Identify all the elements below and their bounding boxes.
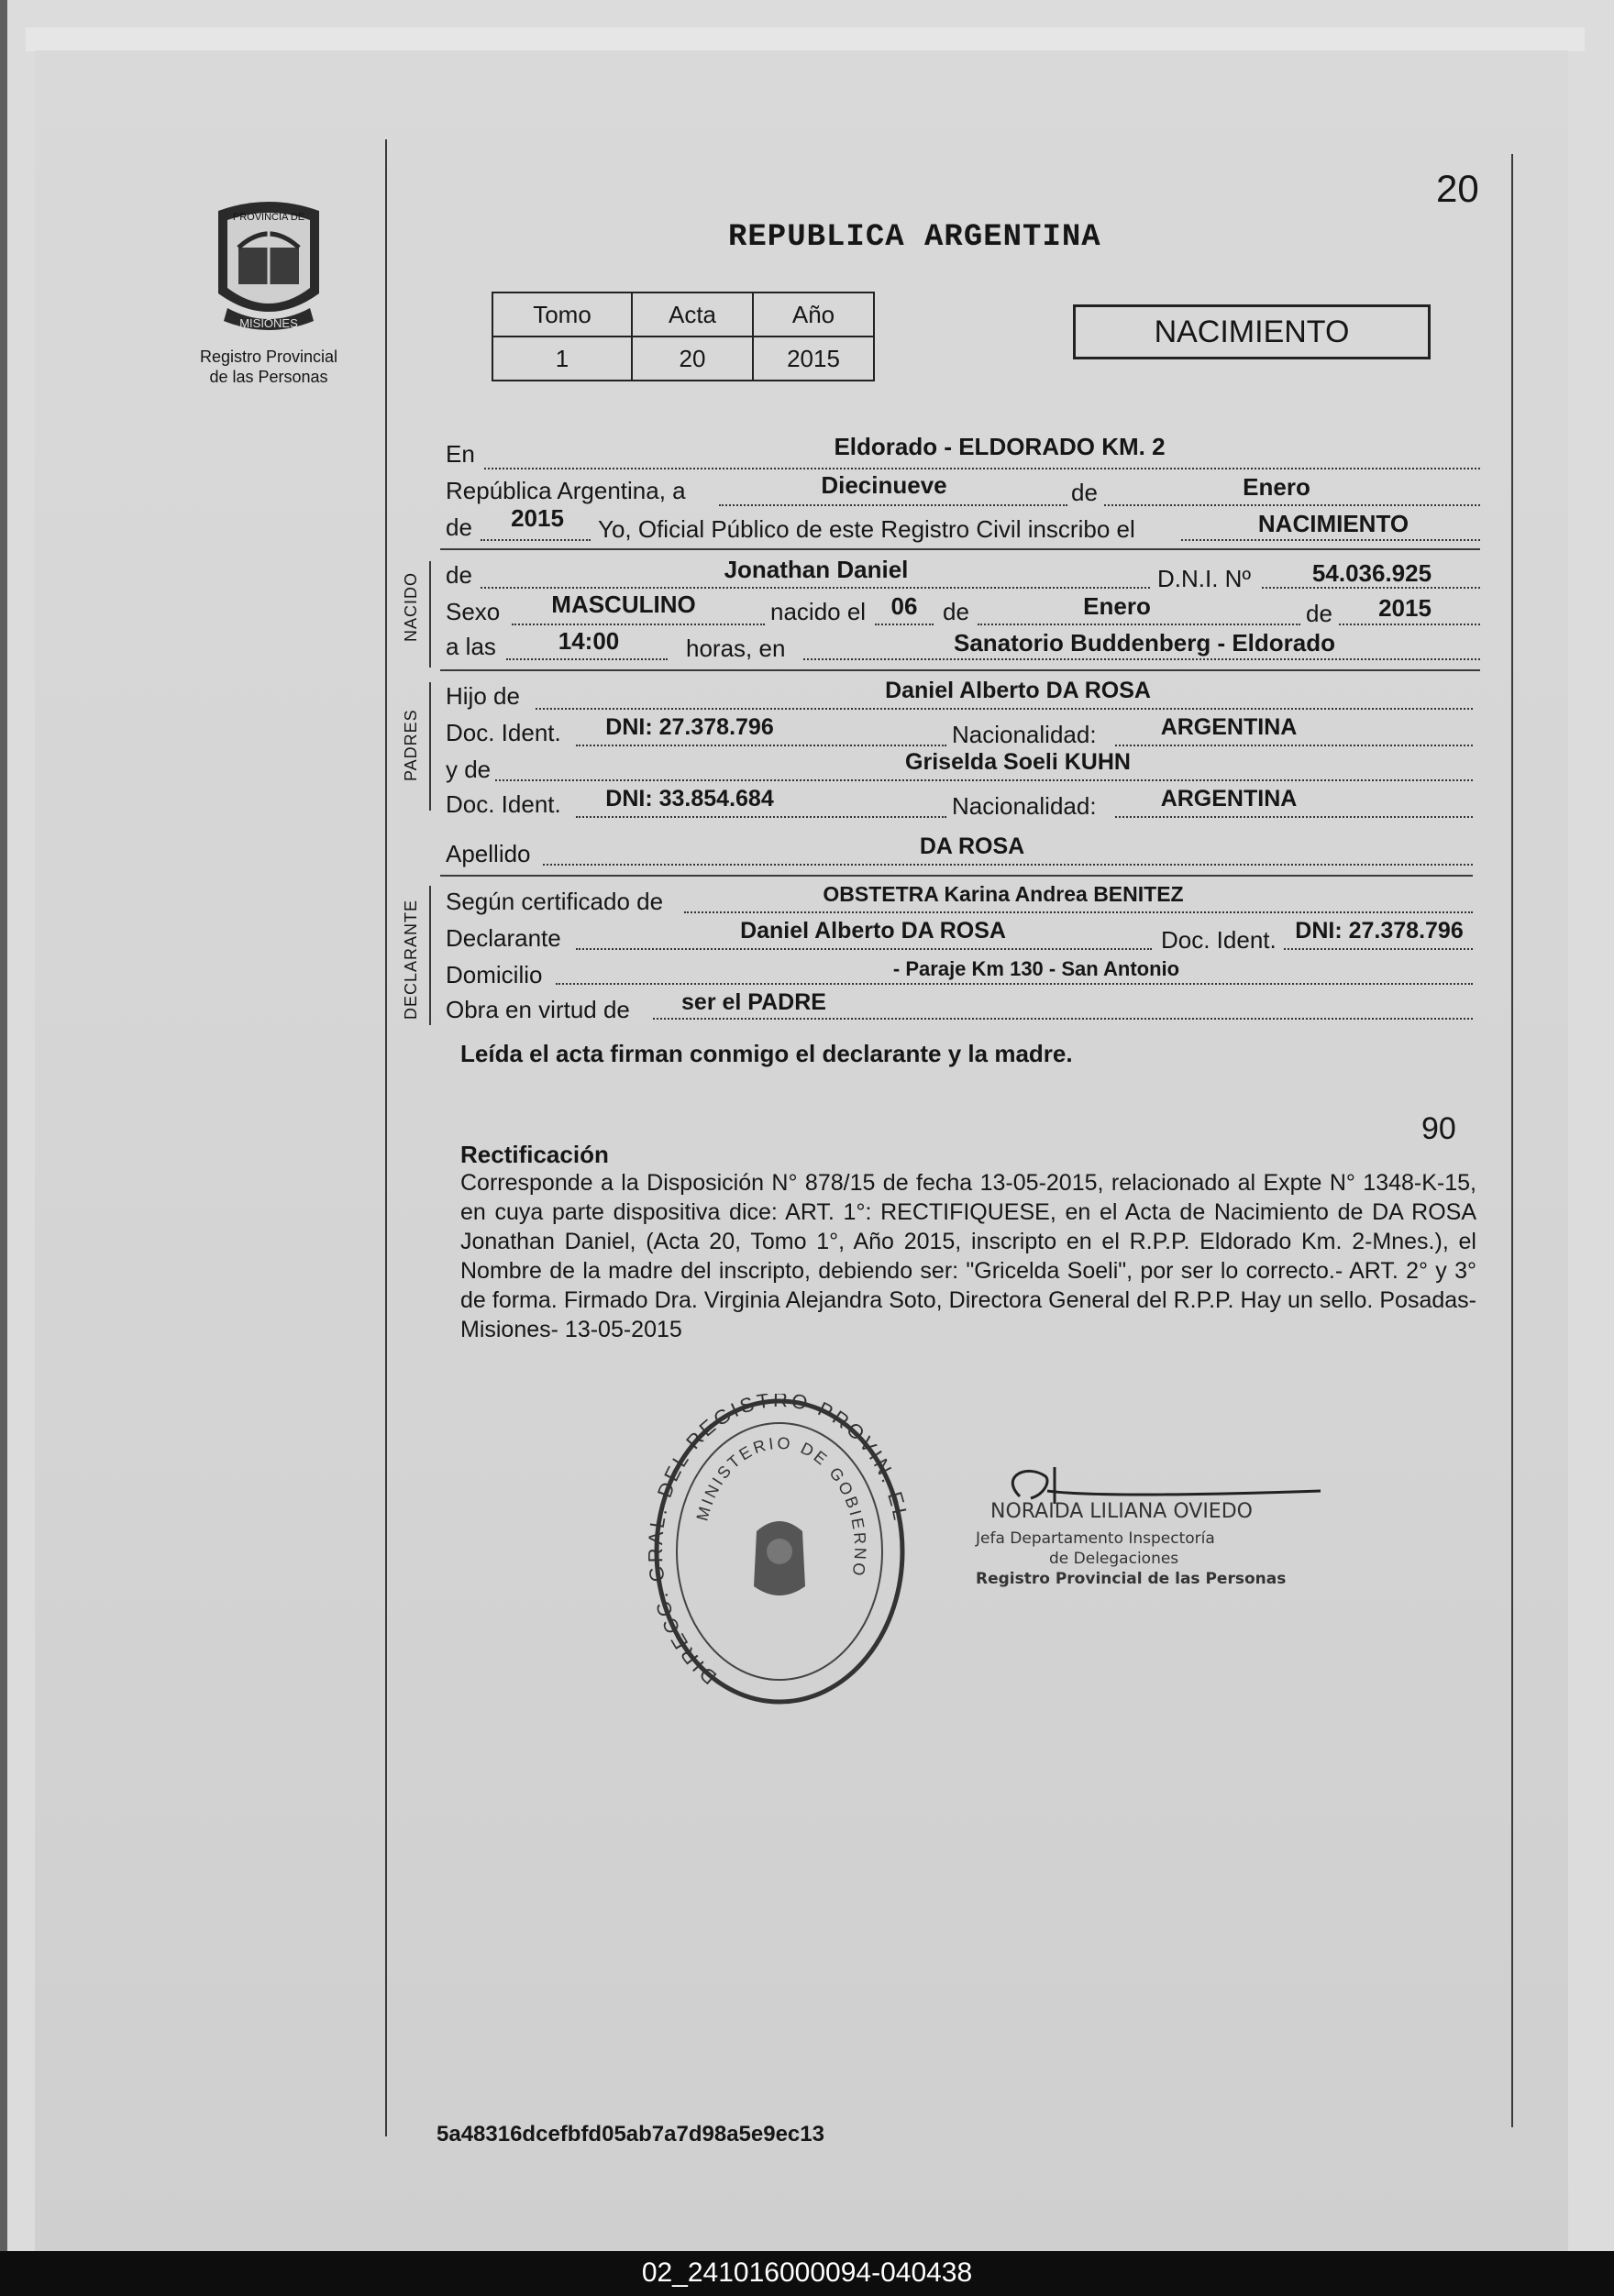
inscripcion-value: NACIMIENTO [1257,510,1409,537]
madre-doc-value: DNI: 33.854.684 [605,786,774,811]
value-tomo: 1 [492,337,632,381]
value-anio: 2015 [753,337,874,381]
stamp-outer-text: DIRECC. GRAL. DEL REGISTRO PROVIN. EL [643,1394,913,1689]
dotted-line [1115,816,1473,818]
dotted-line [1115,745,1473,746]
cierre-text: Leída el acta firman conmigo el declarante y la madre. [460,1040,1073,1067]
dotted-line [1104,504,1480,506]
dotted-line [978,624,1300,625]
certificado-label: Según certificado de [446,888,664,915]
obra-value: ser el PADRE [681,989,826,1015]
section-divider [440,669,1480,671]
left-margin-line [385,139,387,2136]
dia-value: Diecinueve [821,471,947,499]
domicilio-label: Domicilio [446,961,543,988]
de-label: de [1071,479,1098,506]
hijo-de-label: Hijo de [446,682,520,710]
record-type-box: NACIMIENTO [1073,304,1431,359]
en-label: En [446,440,475,468]
obra-label: Obra en virtud de [446,996,630,1023]
dotted-line [536,708,1473,710]
dotted-line [576,745,946,746]
dotted-line [1284,948,1473,950]
dotted-line [653,1018,1473,1020]
value-acta: 20 [632,337,753,381]
nacionalidad-label-2: Nacionalidad: [952,792,1097,820]
declarante-nombre-value: Daniel Alberto DA ROSA [740,918,1006,944]
registry-caption-line1: Registro Provincial [199,348,338,366]
de-label-3: de [1306,600,1332,627]
stamp-inner-text: MINISTERIO DE GOBIERNO [692,1433,870,1580]
dia-nac-value: 06 [890,592,918,620]
dotted-line [506,658,668,660]
dotted-line [495,779,1473,781]
anio-value: 2015 [511,504,564,532]
anio-prefix-label: de [446,513,472,541]
section-bar [429,886,431,1025]
dotted-line [719,504,1067,506]
provincial-seal-logo [200,193,337,339]
apellido-label: Apellido [446,840,531,867]
republica-label: República Argentina, a [446,477,686,504]
padre-nacionalidad-value: ARGENTINA [1160,714,1298,740]
sexo-value: MASCULINO [551,591,696,618]
dotted-line [543,864,1473,866]
padres-section-label: PADRES [402,709,420,781]
signer-title-1: Jefa Departamento Inspectoría [976,1529,1215,1548]
record-table-header-row [492,293,874,337]
horas-en-label: horas, en [686,635,786,662]
signer-name: NORAIDA LILIANA OVIEDO [990,1500,1253,1523]
section-divider [440,875,1473,877]
doc-ident-label: Doc. Ident. [446,719,561,746]
footer-code: 02_241016000094-040438 [641,2257,973,2288]
dotted-line [803,658,1480,660]
hora-value: 14:00 [558,627,620,655]
madre-nacionalidad-value: ARGENTINA [1160,786,1298,811]
document-hash: 5a48316dcefbfd05ab7a7d98a5e9ec13 [437,2122,824,2147]
dotted-line [576,816,946,818]
nacido-de-label: de [446,561,472,589]
dotted-line [556,983,1473,985]
paper-edge [26,28,1585,51]
dotted-line [684,911,1473,913]
doc-ident-label-2: Doc. Ident. [446,790,561,818]
nacido-el-label: nacido el [770,598,867,625]
signature-block [963,1458,1348,1623]
doc-ident-label-3: Doc. Ident. [1161,926,1277,954]
section-divider [440,548,1480,550]
registry-caption [191,347,347,387]
certificado-value: OBSTETRA Karina Andrea BENITEZ [823,882,1184,906]
oficial-text: Yo, Oficial Público de este Registro Civil inscribo el [598,515,1135,543]
padre-value: Daniel Alberto DA ROSA [885,678,1151,703]
country-heading: REPUBLICA ARGENTINA [728,220,1101,255]
right-margin-line [1511,154,1513,2127]
dotted-line [484,468,1480,469]
y-de-label: y de [446,756,492,783]
mes-value: Enero [1243,473,1310,501]
anio-nac-value: 2015 [1378,594,1432,622]
declarante-label: Declarante [446,924,561,952]
dotted-line [481,539,591,541]
section-bar [429,561,431,668]
declarante-doc-value: DNI: 27.378.796 [1295,918,1464,944]
seal-bottom-text: MISIONES [239,316,298,330]
seal-top-text: PROVINCIA DE [232,212,305,223]
dotted-line [1262,587,1480,589]
record-table-value-row [492,337,874,381]
nombre-value: Jonathan Daniel [724,556,909,583]
signer-title-3: Registro Provincial de las Personas [976,1570,1287,1588]
registry-caption-line2: de las Personas [209,368,328,386]
madre-value: Griselda Soeli KUHN [905,749,1131,775]
nacido-section-label: NACIDO [402,571,420,642]
dni-label: D.N.I. Nº [1157,565,1251,592]
a-las-label: a las [446,633,496,660]
domicilio-value: - Paraje Km 130 - San Antonio [892,957,1180,980]
rectificacion-title: Rectificación [460,1141,609,1168]
rectificacion-number: 90 [1421,1111,1456,1146]
padre-doc-value: DNI: 27.378.796 [605,714,774,740]
dotted-line [512,624,765,625]
signer-title-2: de Delegaciones [1049,1550,1179,1568]
section-bar [429,682,431,811]
dotted-line [1339,624,1480,625]
mes-nac-value: Enero [1083,592,1151,620]
apellido-value: DA ROSA [919,833,1025,859]
header-tomo: Tomo [492,293,632,337]
official-stamp [642,1394,917,1724]
dni-value: 54.036.925 [1311,559,1432,587]
header-acta: Acta [632,293,753,337]
declarante-section-label: DECLARANTE [402,899,420,1020]
lugar-nac-value: Sanatorio Buddenberg - Eldorado [953,629,1336,657]
lugar-value: Eldorado - ELDORADO KM. 2 [834,433,1166,460]
header-anio: Año [753,293,874,337]
record-table [492,292,875,381]
dotted-line [875,624,934,625]
dotted-line [481,587,1150,589]
de-label-2: de [943,598,969,625]
page-number: 20 [1436,167,1479,210]
nacionalidad-label: Nacionalidad: [952,721,1097,748]
dotted-line [1181,539,1480,541]
sexo-label: Sexo [446,598,501,625]
rectificacion-text: Corresponde a la Disposición N° 878/15 de fecha 13-05-2015, relacionado al Expte N° 1348-K-15, en cuya parte dispositiva dice: ART. 1°: RECTIFIQUESE, en el Acta de Nacimiento de DA ROSA Jonathan Daniel, (Acta 20, Tomo 1°, Año 2015, inscripto en el R.P.P. Eldorado Km. 2-Mnes.), el Nombre de la madre del inscripto, debiendo ser: "Gricelda Soeli", por ser lo correcto.- ART. 2° y 3° de forma. Firmado Dra. Virginia Alejandra Soto, Directora General del R.P.P. Hay un sello. Posadas- Misiones- 13-05-2015 [460,1170,1476,1342]
dotted-line [576,948,1152,950]
